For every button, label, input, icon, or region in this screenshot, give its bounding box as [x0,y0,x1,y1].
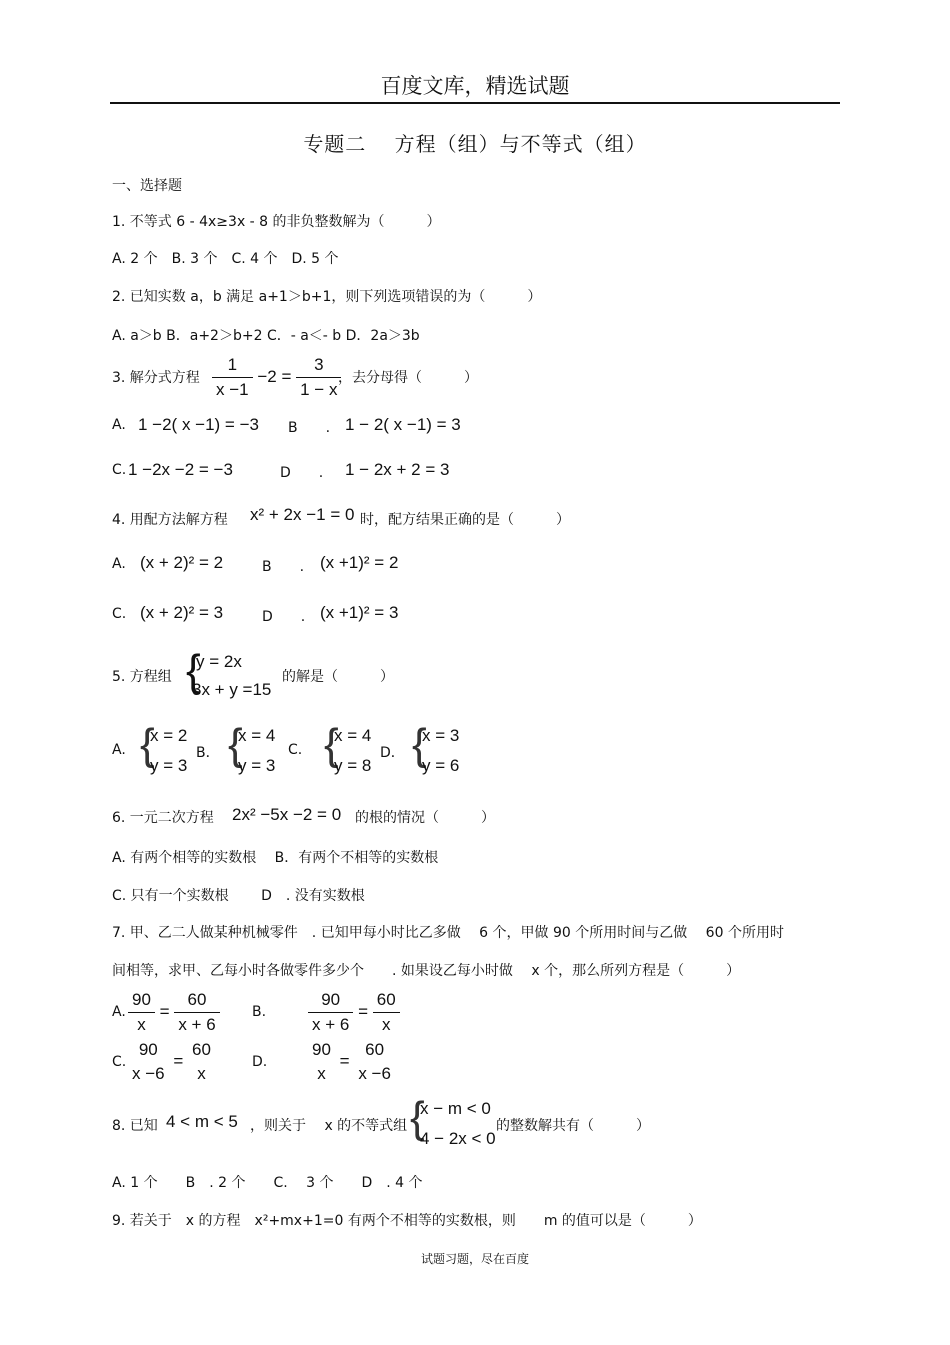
option-label: A. [112,1004,126,1020]
question-5-system [186,646,286,710]
fraction-numerator: 60 [373,990,400,1013]
question-7-option-c [128,1040,215,1084]
fraction-denominator: 1 − x [300,380,338,399]
fraction-denominator: x [137,1015,146,1034]
fraction-denominator: x [317,1064,326,1083]
left-brace-icon: { [412,720,427,769]
equals-sign: = [358,1001,369,1021]
fraction-numerator: 90 [128,990,155,1013]
question-7-stem-line-2: 间相等，求甲、乙每小时各做零件多少个 . 如果设乙每小时做 x 个，那么所列方程是（ ） [112,963,741,979]
left-brace-icon: { [324,720,339,769]
option-label: C. [112,606,127,622]
left-brace-icon: { [140,720,155,769]
question-5-suffix: 的解是（ ） [282,669,394,685]
question-2-options: A. a＞b B．a+2＞b+2 C．- a＜- b D．2a＞3b [112,328,420,344]
question-6-equation: 2x² −5x −2 = 0 [232,805,342,824]
option-label: B． [196,745,220,761]
option-label: D . [280,465,324,481]
question-7-option-d [308,1040,395,1084]
fraction-denominator: x + 6 [312,1015,350,1034]
fraction-denominator: x [197,1064,206,1083]
left-brace-icon: { [228,720,243,769]
option-label: A. [112,556,126,572]
question-5-option-b [228,720,288,780]
question-4-suffix: 时，配方结果正确的是（ ） [360,512,570,528]
system-line-2: 3x + y =15 [192,680,272,699]
left-brace-icon: { [186,646,201,695]
system-line-2: y = 6 [422,756,460,775]
fraction-denominator: x −6 [358,1064,391,1083]
question-5-prefix: 5. 方程组 [112,669,172,685]
option-label: C. [112,1054,127,1070]
system-line-2: y = 3 [238,756,276,775]
question-4-prefix: 4. 用配方法解方程 [112,512,228,528]
option-label: B. [252,1004,267,1020]
question-4-option-d: (x +1)² = 3 [320,603,399,622]
question-4-option-a: (x + 2)² = 2 [140,553,224,572]
equation-middle: −2 = [257,366,292,386]
option-label: D． [380,745,405,761]
question-4-equation: x² + 2x −1 = 0 [250,505,355,524]
question-8-suffix: 的整数解共有（ ） [496,1118,650,1134]
fraction-denominator: x + 6 [178,1015,216,1034]
question-8-system [410,1093,510,1153]
question-2-stem: 2. 已知实数 a，b 满足 a+1＞b+1，则下列选项错误的为（ ） [112,289,542,305]
fraction-numerator: 60 [174,990,219,1013]
question-8-middle: ，则关于 x 的不等式组 [250,1118,408,1134]
question-5-option-a [140,720,200,780]
option-label: A. [112,417,126,433]
question-3-suffix: ，去分母得（ ） [338,370,478,386]
equals-sign: = [159,1001,170,1021]
question-3-option-c: 1 −2x −2 = −3 [128,460,233,479]
fraction-denominator: x −6 [132,1064,165,1083]
question-4-option-b: (x +1)² = 2 [320,553,399,572]
fraction-denominator: x [381,1015,391,1034]
question-3-prefix: 3. 解分式方程 [112,370,200,386]
question-4-option-c: (x + 2)² = 3 [140,603,224,622]
question-9-stem: 9. 若关于 x 的方程 x²+mx+1=0 有两个不相等的实数根，则 m 的值可以是（ ） [112,1213,702,1229]
header-divider [110,102,840,104]
question-6-options-ab: A. 有两个相等的实数根 B．有两个不相等的实数根 [112,850,439,866]
fraction-numerator: 60 [365,1040,385,1059]
question-3-option-b: 1 − 2( x −1) = 3 [345,415,461,434]
question-3-option-d: 1 − 2x + 2 = 3 [345,460,450,479]
system-line-1: x = 2 [150,726,188,745]
question-8-options: A. 1 个 B . 2 个 C. 3 个 D . 4 个 [112,1175,423,1191]
option-label: C. [112,462,127,478]
question-5-option-c [324,720,384,780]
fraction-numerator: 90 [138,1040,158,1059]
question-7-option-a [128,990,220,1035]
question-5-option-d [412,720,472,780]
option-label: B . [262,559,305,575]
fraction-numerator: 3 [296,355,341,378]
section-heading: 一、选择题 [112,178,182,194]
page-footer: 试题习题，尽在百度 [420,1252,529,1266]
system-line-2: y = 8 [334,756,372,775]
question-1-stem: 1. 不等式 6 - 4x≥3x - 8 的非负整数解为（ ） [112,214,441,230]
document-title: 专题二 方程（组）与不等式（组） [303,132,647,156]
option-label: D. [252,1054,268,1070]
question-6-options-cd: C. 只有一个实数根 D . 没有实数根 [112,888,365,904]
question-3-equation [212,355,341,400]
option-label: D . [262,609,306,625]
question-7-stem-line-1: 7. 甲、乙二人做某种机械零件 . 已知甲每小时比乙多做 6 个，甲做 90 个所用时间与乙做 60 个所用时 [112,925,784,941]
fraction-denominator: x −1 [216,380,249,399]
question-6-prefix: 6. 一元二次方程 [112,810,214,826]
equals-sign: = [173,1051,184,1071]
system-line-1: x = 3 [422,726,460,745]
equals-sign: = [339,1051,350,1071]
option-label: B . [288,420,331,436]
option-label: A. [112,742,126,758]
question-7-option-b [308,990,400,1035]
option-label: C. [288,742,303,758]
system-line-1: y = 2x [196,652,242,671]
system-line-1: x − m < 0 [420,1099,491,1118]
page-header: 百度文库，精选试题 [380,74,570,98]
system-line-1: x = 4 [238,726,276,745]
left-brace-icon: { [410,1093,425,1142]
fraction-numerator: 90 [312,1040,331,1059]
question-3-option-a: 1 −2( x −1) = −3 [138,415,259,434]
question-6-suffix: 的根的情况（ ） [355,810,495,826]
fraction-numerator: 60 [192,1040,211,1059]
system-line-1: x = 4 [334,726,372,745]
question-8-prefix: 8. 已知 [112,1118,158,1134]
fraction-numerator: 90 [308,990,353,1013]
question-1-options: A. 2 个 B. 3 个 C. 4 个 D. 5 个 [112,251,339,267]
fraction-numerator: 1 [212,355,253,378]
system-line-2: y = 3 [150,756,188,775]
system-line-2: 4 − 2x < 0 [420,1129,496,1148]
question-8-condition: 4 < m < 5 [166,1112,238,1131]
